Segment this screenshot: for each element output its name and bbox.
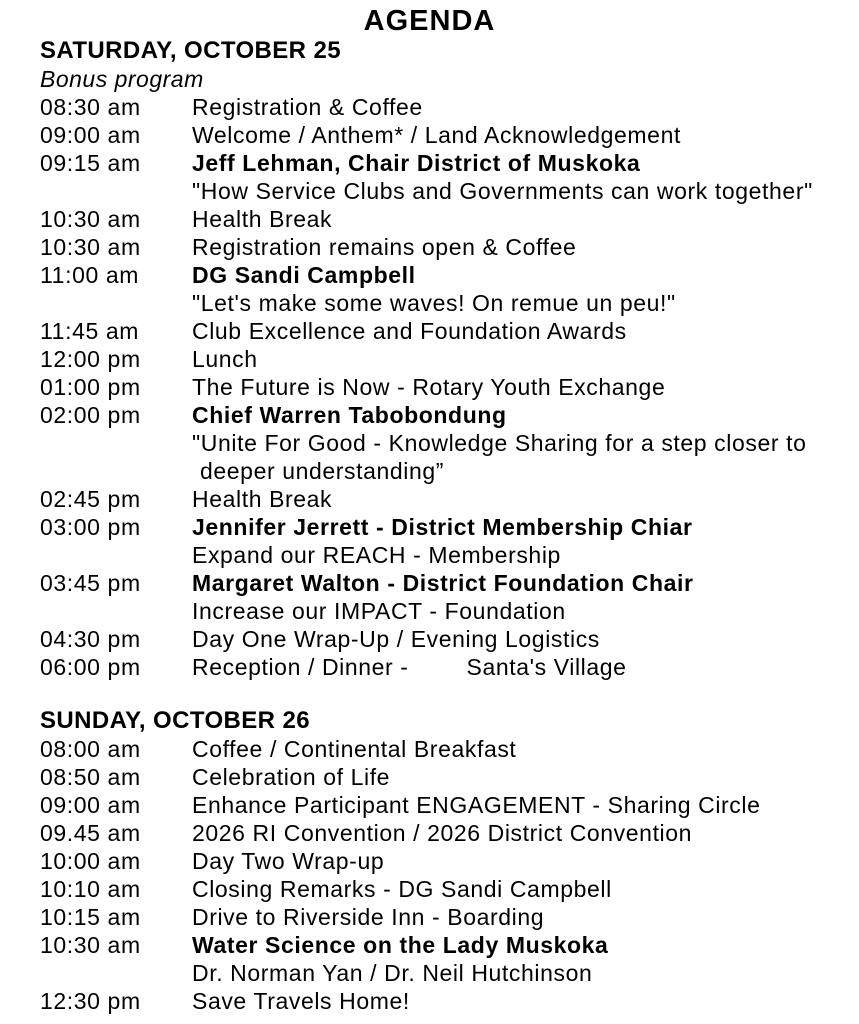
agenda-time: 10:30 am bbox=[40, 932, 141, 958]
agenda-description: Chief Warren Tabobondung bbox=[192, 402, 507, 428]
agenda-time bbox=[40, 429, 192, 457]
agenda-time: 10:30 am bbox=[40, 206, 141, 232]
agenda-row bbox=[40, 597, 859, 625]
agenda-time: 04:30 pm bbox=[40, 626, 141, 652]
agenda-row bbox=[40, 735, 859, 763]
agenda-row bbox=[40, 653, 859, 681]
agenda-description: Celebration of Life bbox=[192, 764, 391, 790]
day-subtitle-bonus-program: Bonus program bbox=[40, 66, 204, 92]
agenda-description: Registration & Coffee bbox=[192, 94, 423, 120]
agenda-time: 11:00 am bbox=[40, 262, 139, 288]
agenda-description: Coffee / Continental Breakfast bbox=[192, 736, 517, 762]
agenda-row bbox=[40, 847, 859, 875]
agenda-row bbox=[40, 289, 859, 317]
agenda-row bbox=[40, 959, 859, 987]
agenda-row bbox=[40, 457, 859, 485]
agenda-description: Closing Remarks - DG Sandi Campbell bbox=[192, 876, 612, 902]
agenda-description: Increase our IMPACT - Foundation bbox=[192, 598, 566, 624]
agenda-row bbox=[40, 177, 859, 205]
agenda-time: 03:45 pm bbox=[40, 570, 141, 596]
agenda-time bbox=[40, 457, 192, 485]
agenda-row bbox=[40, 763, 859, 791]
agenda-time bbox=[40, 959, 192, 987]
agenda-description: deeper understanding” bbox=[200, 458, 445, 484]
page-title: AGENDA bbox=[363, 5, 496, 37]
agenda-time: 12:00 pm bbox=[40, 346, 141, 372]
agenda-description: Drive to Riverside Inn - Boarding bbox=[192, 904, 545, 930]
agenda-time bbox=[40, 597, 192, 625]
day-section-sunday bbox=[40, 707, 859, 1015]
agenda-row bbox=[40, 541, 859, 569]
agenda-row bbox=[40, 791, 859, 819]
agenda-description: "Unite For Good - Knowledge Sharing for a step closer to bbox=[192, 430, 807, 456]
agenda-row bbox=[40, 373, 859, 401]
agenda-description: The Future is Now - Rotary Youth Exchange bbox=[192, 374, 666, 400]
agenda-row bbox=[40, 513, 859, 541]
agenda-time: 09:15 am bbox=[40, 150, 141, 176]
agenda-time: 03:00 pm bbox=[40, 514, 141, 540]
agenda-time: 12:30 pm bbox=[40, 988, 141, 1014]
agenda-time: 10:15 am bbox=[40, 904, 141, 930]
agenda-row bbox=[40, 819, 859, 847]
agenda-description: Reception / Dinner - bbox=[192, 654, 409, 680]
agenda-row bbox=[40, 233, 859, 261]
agenda-description: "How Service Clubs and Governments can work together" bbox=[192, 178, 813, 204]
agenda-description: Registration remains open & Coffee bbox=[192, 234, 577, 260]
agenda-description: "Let's make some waves! On remue un peu!" bbox=[192, 290, 676, 316]
agenda-row bbox=[40, 903, 859, 931]
agenda-description: Margaret Walton - District Foundation Chair bbox=[192, 570, 694, 596]
agenda-time: 09:00 am bbox=[40, 792, 141, 818]
agenda-time bbox=[40, 289, 192, 317]
agenda-time: 10:30 am bbox=[40, 234, 141, 260]
tab-spacer bbox=[409, 653, 467, 681]
agenda-description: Health Break bbox=[192, 206, 333, 232]
agenda-row bbox=[40, 931, 859, 959]
saturday-schedule-list bbox=[40, 93, 859, 681]
agenda-time: 02:00 pm bbox=[40, 402, 141, 428]
agenda-description-right: Santa's Village bbox=[466, 654, 627, 680]
agenda-time: 10:10 am bbox=[40, 876, 141, 902]
day-header-saturday: SATURDAY, OCTOBER 25 bbox=[40, 37, 341, 64]
agenda-time bbox=[40, 177, 192, 205]
agenda-description: 2026 RI Convention / 2026 District Convention bbox=[192, 820, 693, 846]
agenda-description: Health Break bbox=[192, 486, 333, 512]
agenda-time: 01:00 pm bbox=[40, 374, 141, 400]
agenda-description: DG Sandi Campbell bbox=[192, 262, 416, 288]
agenda-description: Save Travels Home! bbox=[192, 988, 410, 1014]
agenda-time: 02:45 pm bbox=[40, 486, 141, 512]
agenda-time: 09.45 am bbox=[40, 820, 141, 846]
sunday-schedule-list bbox=[40, 735, 859, 1015]
agenda-row bbox=[40, 261, 859, 289]
agenda-description: Day One Wrap-Up / Evening Logistics bbox=[192, 626, 600, 652]
agenda-description: Dr. Norman Yan / Dr. Neil Hutchinson bbox=[192, 960, 593, 986]
agenda-description: Lunch bbox=[192, 346, 258, 372]
agenda-description: Day Two Wrap-up bbox=[192, 848, 385, 874]
agenda-row bbox=[40, 317, 859, 345]
agenda-description: Enhance Participant ENGAGEMENT - Sharing Circle bbox=[192, 792, 761, 818]
agenda-row bbox=[40, 569, 859, 597]
agenda-time bbox=[40, 541, 192, 569]
agenda-row bbox=[40, 987, 859, 1015]
agenda-row bbox=[40, 625, 859, 653]
day-header-sunday: SUNDAY, OCTOBER 26 bbox=[40, 707, 310, 734]
agenda-time: 08:00 am bbox=[40, 736, 141, 762]
agenda-time: 10:00 am bbox=[40, 848, 141, 874]
agenda-row bbox=[40, 93, 859, 121]
agenda-description: Jeff Lehman, Chair District of Muskoka bbox=[192, 150, 641, 176]
agenda-row bbox=[40, 149, 859, 177]
agenda-time: 08:30 am bbox=[40, 94, 141, 120]
agenda-description: Expand our REACH - Membership bbox=[192, 542, 561, 568]
agenda-row bbox=[40, 875, 859, 903]
day-section-saturday bbox=[40, 37, 859, 681]
agenda-time: 08:50 am bbox=[40, 764, 141, 790]
agenda-row bbox=[40, 345, 859, 373]
agenda-description: Water Science on the Lady Muskoka bbox=[192, 932, 609, 958]
agenda-row bbox=[40, 121, 859, 149]
agenda-row bbox=[40, 429, 859, 457]
agenda-time: 09:00 am bbox=[40, 122, 141, 148]
agenda-row bbox=[40, 401, 859, 429]
agenda-description: Welcome / Anthem* / Land Acknowledgement bbox=[192, 122, 681, 148]
agenda-time: 11:45 am bbox=[40, 318, 139, 344]
agenda-time: 06:00 pm bbox=[40, 654, 141, 680]
agenda-row bbox=[40, 205, 859, 233]
agenda-row bbox=[40, 485, 859, 513]
agenda-description: Club Excellence and Foundation Awards bbox=[192, 318, 627, 344]
agenda-description: Jennifer Jerrett - District Membership Chiar bbox=[192, 514, 693, 540]
